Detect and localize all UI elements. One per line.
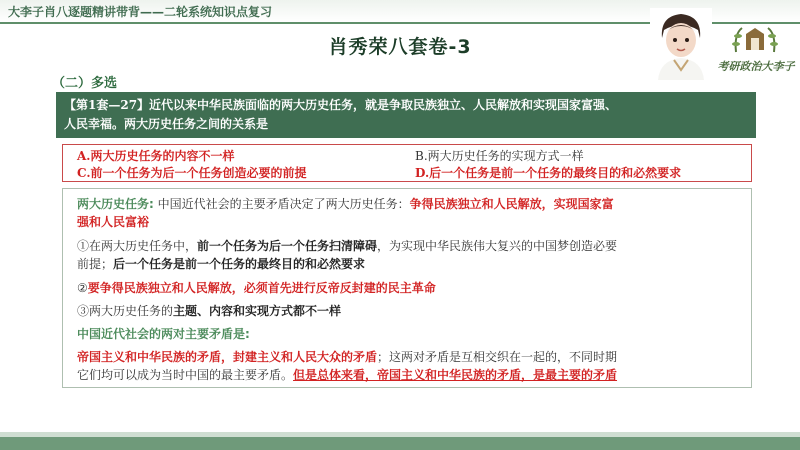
option-b[interactable]: B.两大历史任务的实现方式一样	[415, 149, 584, 163]
contradiction-label: 中国近代社会的两对主要矛盾是:	[77, 327, 250, 341]
point-2-red: 要争得民族独立和人民解放，必须首先进行反帝反封建的民主革命	[87, 281, 436, 295]
series-title: 大李子肖八逐题精讲带背——二轮系统知识点复习	[8, 5, 273, 19]
question-line-1: 【第1套—27】近代以来中华民族面临的两大历史任务，就是争取民族独立、人民解放和实现国家富强、	[64, 98, 618, 112]
point-1-mid: ，为实现中华民族伟大复兴的中国梦创造必要	[377, 239, 618, 253]
point-1-line-2-bold: 后一个任务是前一个任务的最终目的和必然要求	[113, 257, 366, 271]
contradiction-line-2	[77, 366, 737, 384]
point-1-prefix: ①在两大历史任务中，	[77, 239, 198, 253]
presenter-avatar	[650, 8, 712, 80]
answer-explanation-box	[62, 188, 752, 388]
point-1-line-1	[77, 237, 737, 255]
point-3-prefix: ③两大历史任务的	[77, 304, 174, 318]
contradiction-rest: ；这两对矛盾是互相交织在一起的，不同时期	[377, 350, 618, 364]
question-line-2: 人民幸福。两大历史任务之间的关系是	[64, 117, 269, 131]
logo-text: 考研政治大李子	[717, 60, 795, 73]
answer-intro-red: 争得民族独立和人民解放，实现国家富	[409, 197, 614, 211]
point-1-line-2	[77, 255, 737, 273]
option-c[interactable]: C.前一个任务为后一个任务创造必要的前提	[77, 166, 307, 180]
point-1-bold: 前一个任务为后一个任务扫清障碍	[197, 239, 378, 253]
point-2-line	[77, 279, 737, 297]
answer-intro-line	[77, 195, 737, 213]
answer-intro-label: 两大历史任务:	[77, 197, 154, 211]
point-2-prefix: ②	[77, 281, 88, 295]
answer-intro-line-2	[77, 213, 737, 231]
contradiction-red: 帝国主义和中华民族的矛盾，封建主义和人民大众的矛盾	[77, 350, 378, 364]
answer-intro-text: 中国近代社会的主要矛盾决定了两大历史任务：	[157, 197, 410, 211]
contradiction-line-2-red: 但是总体来看，帝国主义和中华民族的矛盾，是最主要的矛盾	[293, 368, 618, 382]
page-title: 肖秀荣八套卷-3	[328, 36, 472, 58]
point-3-line	[77, 302, 737, 320]
section-label: （二）多选	[52, 76, 118, 91]
option-a[interactable]: A.两大历史任务的内容不一样	[77, 149, 235, 163]
contradiction-line-1	[77, 348, 737, 366]
bottom-stripe	[0, 437, 800, 450]
contradiction-label-line	[77, 325, 737, 343]
contradiction-line-2-prefix: 它们均可以成为当时中国的最主要矛盾。	[77, 368, 294, 382]
question-box	[56, 92, 756, 138]
option-d[interactable]: D.后一个任务是前一个任务的最终目的和必然要求	[415, 166, 682, 180]
answer-intro-red-2: 强和人民富裕	[77, 215, 150, 229]
point-1-line-2-prefix: 前提；	[77, 257, 114, 271]
point-3-bold: 主题、内容和实现方式都不一样	[173, 304, 342, 318]
options-box	[62, 144, 752, 182]
